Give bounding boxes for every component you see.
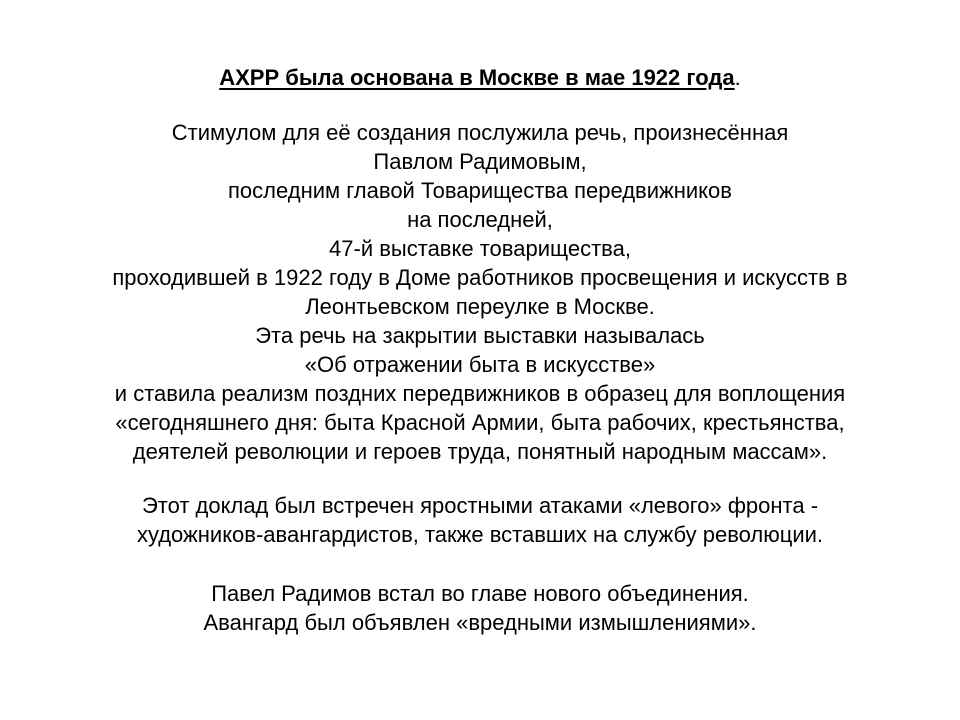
paragraph-line: Эта речь на закрытии выставки называлась [255,323,705,348]
slide-title [40,63,920,92]
paragraph-line: проходившей в 1922 году в Доме работников просвещения и искусств в [112,265,848,290]
paragraph-3 [40,579,920,637]
paragraph-line: «Об отражении быта в искусстве» [304,352,656,377]
paragraph-line: последним главой Товарищества передвижников [228,178,732,203]
paragraph-line: Павел Радимов встал во главе нового объединения. [211,581,749,606]
paragraph-line: на последней, [407,207,553,232]
title-text: АХРР была основана в Москве в мае 1922 года [219,65,735,90]
paragraph-2 [40,491,920,549]
title-period: . [734,65,741,90]
paragraph-line: Авангард был объявлен «вредными измышлениями». [203,610,757,635]
paragraph-line: «сегодняшнего дня: быта Красной Армии, быта рабочих, крестьянства, [115,410,845,435]
paragraph-line: Павлом Радимовым, [373,149,587,174]
paragraph-line: художников-авангардистов, также вставших на службу революции. [136,522,824,547]
paragraph-line: Стимулом для её создания послужила речь, произнесённая [171,120,789,145]
paragraph-line: деятелей революции и героев труда, понятный народным массам». [132,439,828,464]
paragraph-line: 47-й выставке товарищества, [329,236,631,261]
paragraph-line: и ставила реализм поздних передвижников в образец для воплощения [114,381,846,406]
paragraph-1 [40,118,920,466]
paragraph-line: Этот доклад был встречен яростными атаками «левого» фронта - [141,493,819,518]
paragraph-line: Леонтьевском переулке в Москве. [305,294,655,319]
